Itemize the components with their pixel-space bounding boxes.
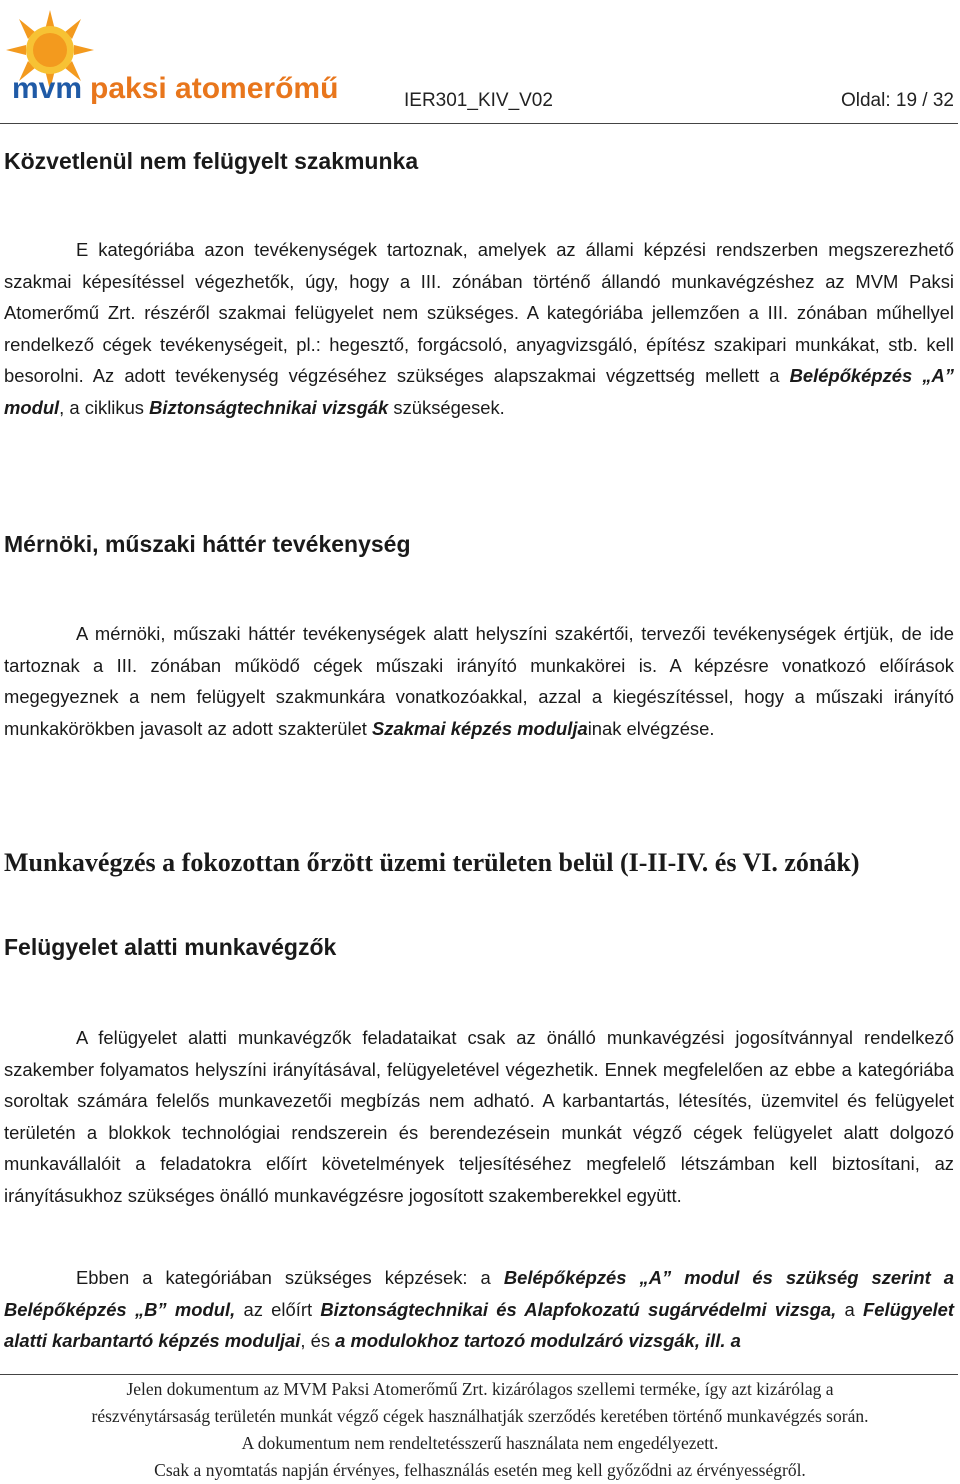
document-id: IER301_KIV_V02	[404, 90, 553, 111]
footer-line: A dokumentum nem rendeltetésszerű használata nem engedélyezett.	[241, 1433, 719, 1453]
paragraph-supervised-workers: A felügyelet alatti munkavégzők feladataikat csak az önálló munkavégzési jogosítvánnyal rendelkező szakember folyamatos helyszíni irányításával, felügyeletével végezhetik. Ennek megfelelően az ebbe a kategóriába soroltak számára felelős munkavezetői megbízás nem adható. A karbantartás, létesítés, üzemvitel és felügyelet területén a blokkok technológiai rendszerein és berendezésein munkát végző cégek felügyelet alatt dolgozó munkavállalóit a feladatokra előírt követelmények teljesítéséhez megfelelő létszámban kell biztosítani, az irányításukhoz szükséges önálló munkavégzésre jogosított szakemberekkel együtt.	[4, 1027, 954, 1206]
paragraph-text: a	[836, 1298, 864, 1320]
paragraph-text: A mérnöki, műszaki háttér tevékenységek alatt helyszíni szakértői, tervezői tevékenységek értjük, de ide tartoznak a III. zónában működő cégek műszaki irányító munkakörei is. A képzésre vonatkozó előírások megegyeznek a nem felügyelt szakmunkára vonatkozóakkal, azzal a kiegészítéssel, hogy a műszaki irányító munkakörökben javasolt az adott szakterület	[4, 623, 954, 739]
logo-wordmark	[12, 72, 338, 105]
footer-line: Jelen dokumentum az MVM Paksi Atomerőmű Zrt. kizárólagos szellemi terméke, így azt kizárólag a	[126, 1379, 834, 1399]
section-title-supervised-workers: Felügyelet alatti munkavégzők	[4, 934, 337, 960]
emphasis-supervised-maintenance-modules: Felügyelet alatti karbantartó képzés moduljai	[4, 1298, 955, 1351]
mvm-paksi-atomeromu-logo	[4, 6, 364, 106]
section-title-engineering-background: Mérnöki, műszaki háttér tevékenység	[4, 531, 411, 557]
page-number: Oldal: 19 / 32	[840, 90, 954, 111]
emphasis-entry-training-modules: Belépőképzés „A” modul és szükség szerint a Belépőképzés „B” modul,	[4, 1267, 955, 1320]
emphasis-safety-exams: Biztonságtechnikai vizsgák	[149, 396, 389, 418]
emphasis-module-exams: a modulokhoz tartozó modulzáró vizsgák, ill. a	[335, 1330, 741, 1351]
paragraph-required-trainings	[4, 1262, 954, 1357]
paragraph-engineering-background	[4, 618, 954, 744]
paragraph-text: , és	[300, 1330, 336, 1351]
emphasis-professional-training-module: Szakmai képzés modulja	[372, 717, 588, 739]
svg-text:paksi atomerőmű: paksi atomerőmű	[90, 72, 339, 105]
emphasis-safety-radiation-exam: Biztonságtechnikai és Alapfokozatú sugárvédelmi vizsga,	[320, 1298, 837, 1320]
footer-line: részvénytársaság területén munkát végző cégek használhatják szerződés keretében történő munkavégzés során.	[91, 1406, 869, 1426]
page-header	[0, 0, 960, 124]
section-title-protected-area-work: Munkavégzés a fokozottan őrzött üzemi területen belül (I-II-IV. és VI. zónák)	[4, 848, 860, 877]
footer-divider	[0, 1374, 958, 1375]
page-footer	[0, 1376, 960, 1484]
paragraph-text: szükségesek.	[388, 396, 505, 418]
svg-text:mvm: mvm	[12, 72, 83, 105]
header-divider	[0, 123, 958, 124]
paragraph-text: az előírt	[235, 1298, 321, 1320]
paragraph-text: Ebben a kategóriában szükséges képzések: a	[76, 1267, 504, 1288]
paragraph-text: , a ciklikus	[59, 396, 150, 418]
section-title-unsupervised-skilled-work: Közvetlenül nem felügyelt szakmunka	[4, 148, 419, 174]
paragraph-text: E kategóriába azon tevékenységek tartoznak, amelyek az állami képzési rendszerben megszerezhető szakmai képesítéssel végezhetők, úgy, hogy a III. zónában történő állandó munkavégzéshez az MVM Paksi Atomerőmű Zrt. részéről szakmai felügyelet nem szükséges. A kategóriába jellemzően a III. zónában műhellyel rendelkező cégek tevékenységeit, pl.: hegesztő, forgácsoló, anyagvizsgáló, építész szakipari munkákat, stb. kell besorolni. Az adott tevékenység végzéséhez szükséges alapszakmai végzettség mellett a	[4, 239, 954, 386]
footer-line: Csak a nyomtatás napján érvényes, felhasználás esetén meg kell győződni az érvényességről.	[154, 1460, 806, 1480]
paragraph-unsupervised-skilled-work	[4, 234, 954, 423]
paragraph-text: inak elvégzése.	[587, 717, 715, 739]
emphasis-entry-training-a: Belépőképzés „A” modul	[4, 365, 955, 418]
